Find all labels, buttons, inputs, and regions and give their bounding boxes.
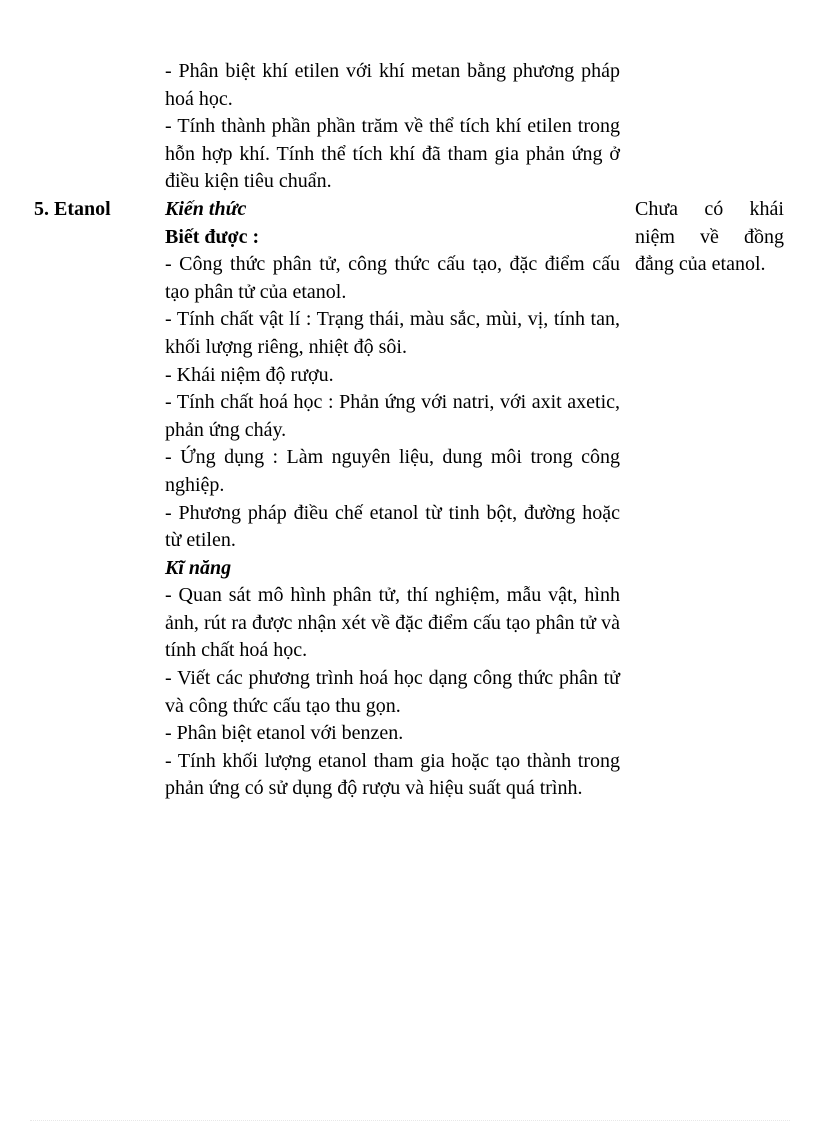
knowledge-item: - Tính chất hoá học : Phản ứng với natri, với axit axetic, phản ứng cháy. [165,391,620,441]
knowledge-item: - Công thức phân tử, công thức cấu tạo, đặc điểm cấu tạo phân tử của etanol. [165,253,620,303]
continuation-item: - Phân biệt khí etilen với khí metan bằng phương pháp hoá học. [165,60,620,110]
content-column [165,58,620,803]
know-heading: Biết được : [165,225,260,248]
knowledge-item: - Phương pháp điều chế etanol từ tinh bột, đường hoặc từ etilen. [165,501,620,552]
skills-heading: Kĩ năng [165,556,232,579]
skill-item: - Tính khối lượng etanol tham gia hoặc tạo thành trong phản ứng có sử dụng độ rượu và hiệu suất quá trình. [165,749,620,800]
skill-item: - Viết các phương trình hoá học dạng công thức phân tử và công thức cấu tạo thu gọn. [165,667,620,717]
topic-column [34,196,156,224]
topic-title: 5. Etanol [34,198,111,220]
continuation-item: - Tính thành phần phần trăm về thể tích khí etilen trong hỗn hợp khí. Tính thể tích khí đã tham gia phản ứng ở điều kiện tiêu chuẩn. [165,115,620,193]
knowledge-heading: Kiến thức [165,197,247,220]
page-bottom-divider [30,1120,790,1121]
knowledge-item: - Khái niệm độ rượu. [165,363,334,386]
note-column [635,196,784,279]
knowledge-item: - Tính chất vật lí : Trạng thái, màu sắc, mùi, vị, tính tan, khối lượng riêng, nhiệt độ sôi. [165,308,620,358]
note-text: Chưa có khái niệm về đồng đẳng của etanol. [635,198,784,276]
skill-item: - Phân biệt etanol với benzen. [165,722,404,745]
skill-item: - Quan sát mô hình phân tử, thí nghiệm, mẫu vật, hình ảnh, rút ra được nhận xét về đặc điểm cấu tạo phân tử và tính chất hoá học. [165,584,620,662]
knowledge-item: - Ứng dụng : Làm nguyên liệu, dung môi trong công nghiệp. [165,446,620,496]
